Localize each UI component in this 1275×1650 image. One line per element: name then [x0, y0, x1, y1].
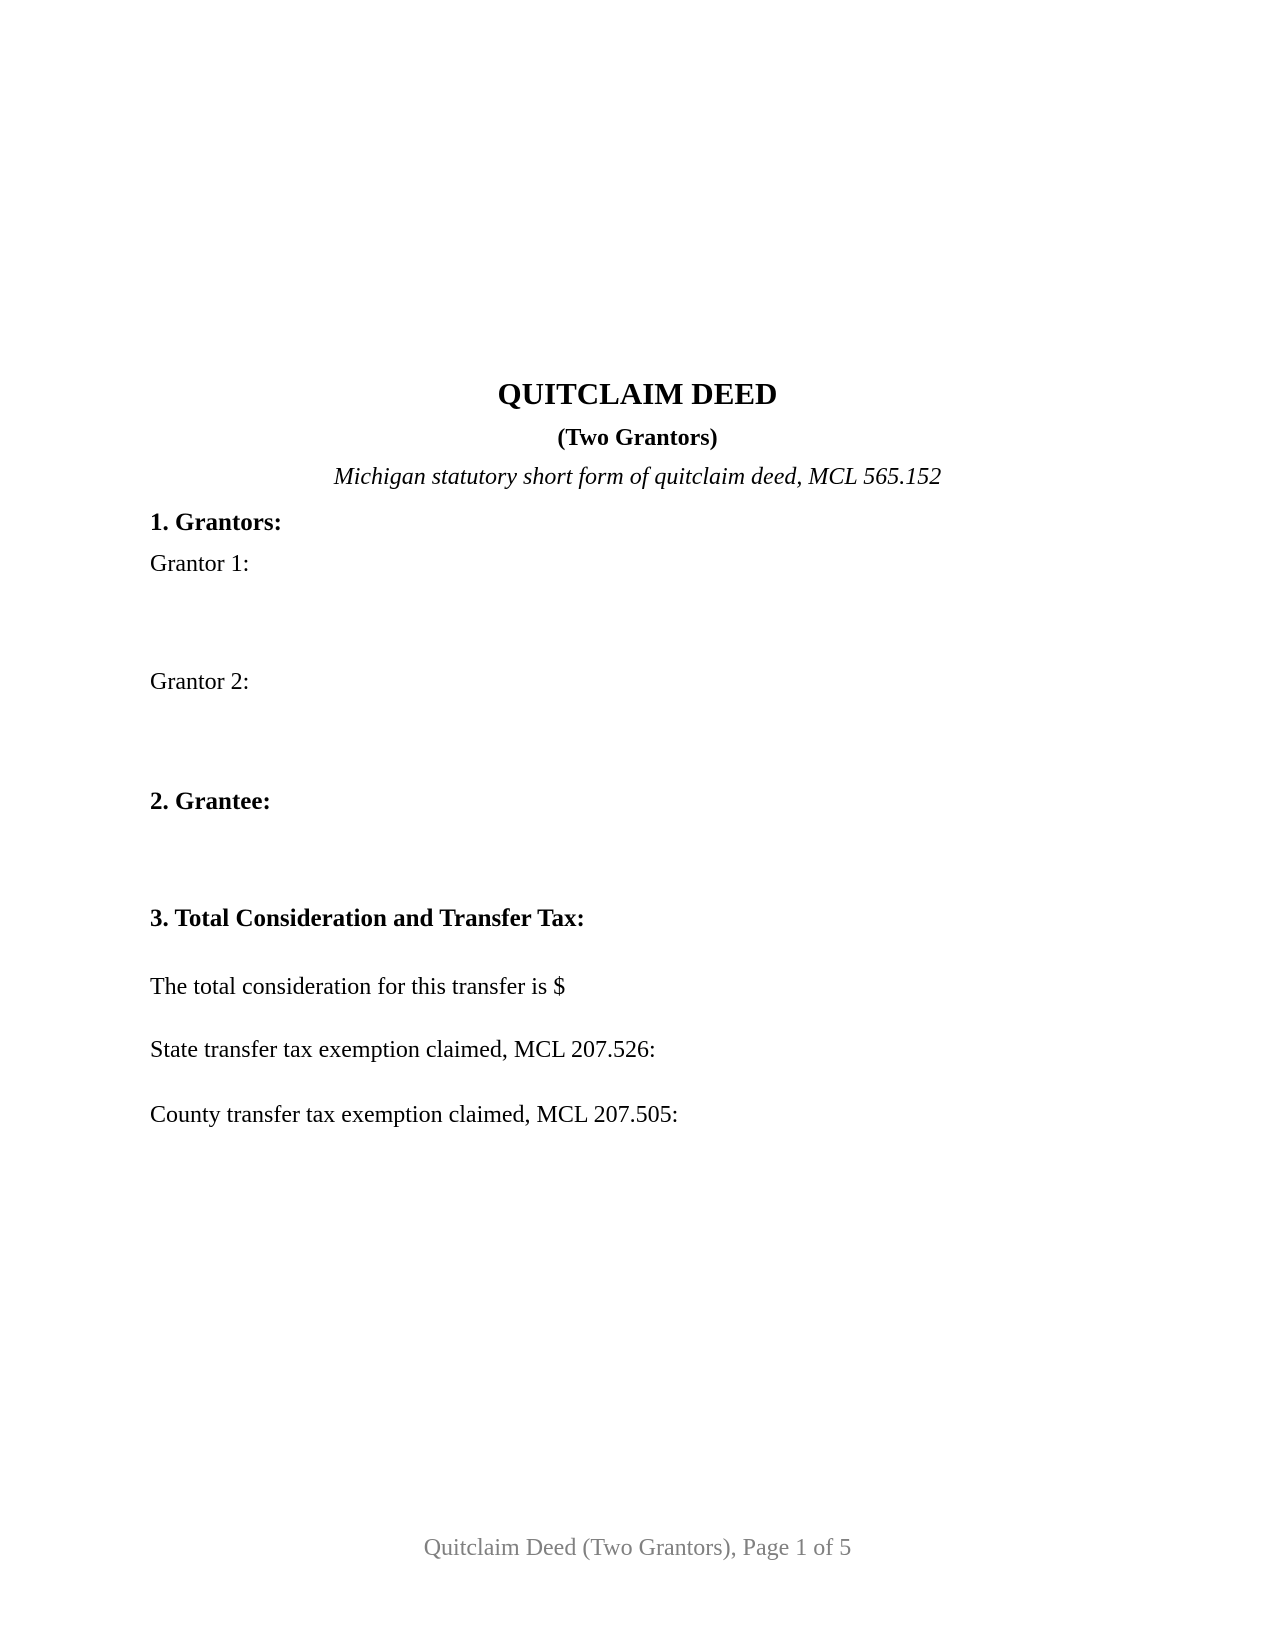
grantor-1-label: Grantor 1: [150, 551, 250, 577]
grantor-2-label: Grantor 2: [150, 669, 250, 695]
grantors-heading: 1. Grantors: [150, 509, 282, 536]
document-subtitle: (Two Grantors) [557, 425, 718, 451]
county-exemption-line: County transfer tax exemption claimed, MCL 207.505: [150, 1102, 679, 1128]
statute-note: Michigan statutory short form of quitclaim deed, MCL 565.152 [333, 464, 942, 490]
total-consideration-line: The total consideration for this transfer is $ [150, 974, 566, 1000]
state-exemption-line: State transfer tax exemption claimed, MCL 207.526: [150, 1037, 656, 1063]
grantee-heading: 2. Grantee: [150, 788, 271, 815]
consideration-heading: 3. Total Consideration and Transfer Tax: [150, 905, 585, 932]
document-title: QUITCLAIM DEED [497, 376, 778, 411]
page-footer: Quitclaim Deed (Two Grantors), Page 1 of 5 [423, 1535, 852, 1561]
